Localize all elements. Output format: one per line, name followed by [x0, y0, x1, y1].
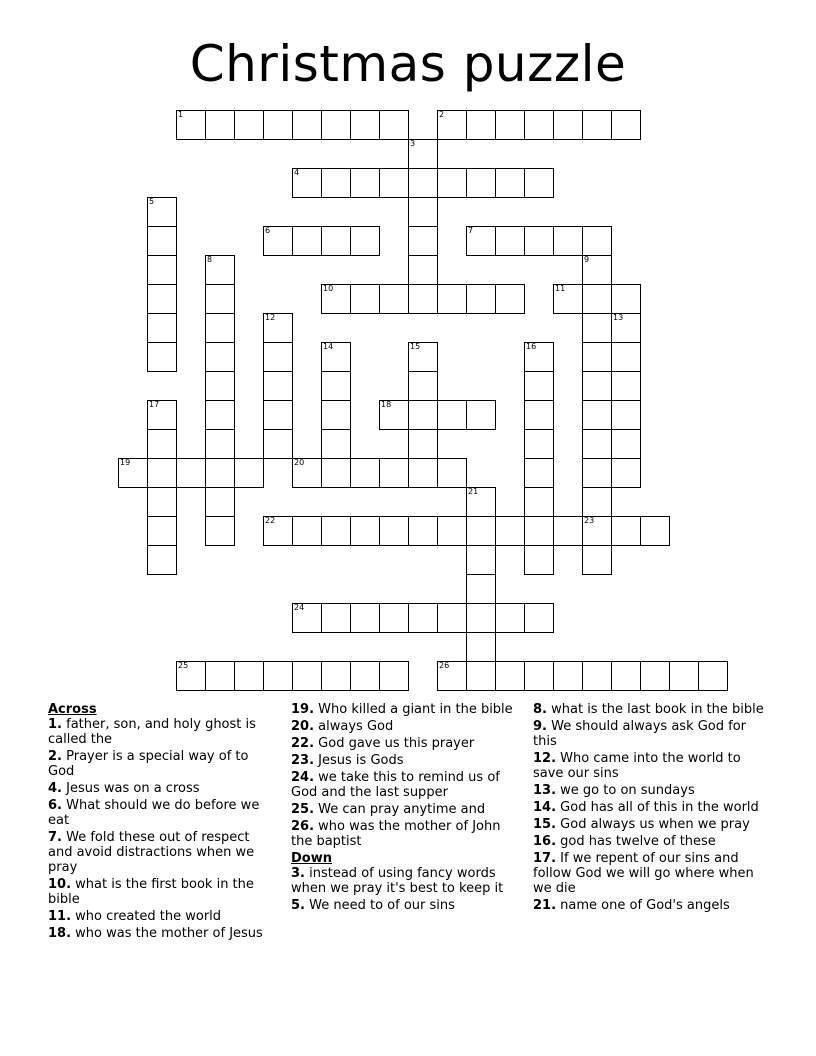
grid-cell[interactable] — [611, 429, 641, 459]
grid-cell[interactable] — [379, 110, 409, 140]
clue-item-number: 16. — [533, 834, 557, 849]
clue-item-number: 14. — [533, 800, 557, 815]
clue-number: 11 — [555, 284, 566, 293]
grid-cell[interactable] — [495, 110, 525, 140]
clue-item — [291, 819, 519, 849]
clue-item-number: 7. — [48, 830, 62, 845]
grid-cell[interactable] — [524, 226, 554, 256]
grid-cell[interactable] — [263, 371, 293, 401]
grid-cell[interactable] — [205, 110, 235, 140]
grid-cell[interactable] — [321, 168, 351, 198]
grid-cell[interactable] — [321, 458, 351, 488]
grid-cell[interactable] — [147, 545, 177, 575]
clue-item — [533, 817, 773, 832]
grid-cell[interactable] — [321, 110, 351, 140]
grid-cell[interactable] — [205, 429, 235, 459]
clue-item-number: 10. — [48, 877, 72, 892]
grid-cell[interactable] — [640, 661, 670, 691]
grid-cell[interactable] — [611, 371, 641, 401]
grid-cell[interactable] — [495, 226, 525, 256]
grid-cell[interactable] — [234, 458, 264, 488]
grid-cell[interactable] — [524, 429, 554, 459]
grid-cell[interactable] — [524, 603, 554, 633]
clue-number: 20 — [294, 458, 305, 467]
clue-item-number: 15. — [533, 817, 557, 832]
clue-item — [533, 719, 773, 749]
grid-cell[interactable] — [524, 545, 554, 575]
grid-cell[interactable] — [582, 313, 612, 343]
clue-number: 17 — [149, 400, 160, 409]
clue-item-text: Prayer is a special way of to God — [48, 749, 249, 779]
grid-cell[interactable] — [205, 458, 235, 488]
grid-cell[interactable] — [582, 661, 612, 691]
grid-cell[interactable] — [582, 429, 612, 459]
clue-item-number: 5. — [291, 898, 305, 913]
clue-item — [48, 926, 270, 941]
grid-cell[interactable] — [147, 400, 177, 430]
down-header: Down — [291, 851, 332, 866]
grid-cell[interactable] — [611, 458, 641, 488]
grid-cell[interactable] — [321, 661, 351, 691]
grid-cell[interactable] — [524, 458, 554, 488]
grid-cell[interactable] — [205, 516, 235, 546]
grid-cell[interactable] — [466, 603, 496, 633]
grid-cell[interactable] — [263, 226, 293, 256]
clue-number: 10 — [323, 284, 334, 293]
grid-cell[interactable] — [582, 284, 612, 314]
grid-cell[interactable] — [234, 661, 264, 691]
grid-cell[interactable] — [408, 429, 438, 459]
clues-column-3 — [533, 702, 773, 915]
grid-cell[interactable] — [466, 545, 496, 575]
grid-cell[interactable] — [147, 197, 177, 227]
clue-item — [291, 753, 519, 768]
grid-cell[interactable] — [495, 661, 525, 691]
clue-number: 2 — [439, 110, 445, 119]
clue-number: 12 — [265, 313, 276, 322]
grid-cell[interactable] — [147, 516, 177, 546]
clue-item-text: Jesus is Gods — [318, 753, 404, 768]
clue-item — [291, 702, 519, 717]
grid-cell[interactable] — [582, 400, 612, 430]
clue-number: 23 — [584, 516, 595, 525]
grid-cell[interactable] — [321, 603, 351, 633]
grid-cell[interactable] — [466, 110, 496, 140]
grid-cell[interactable] — [118, 458, 148, 488]
clue-number: 7 — [468, 226, 474, 235]
clue-item — [533, 851, 773, 896]
across-header: Across — [48, 702, 97, 717]
grid-cell[interactable] — [321, 342, 351, 372]
grid-cell[interactable] — [292, 516, 322, 546]
clue-item-number: 25. — [291, 802, 315, 817]
clue-item-text: father, son, and holy ghost is called the — [48, 717, 256, 747]
clue-number: 8 — [207, 255, 213, 264]
grid-cell[interactable] — [466, 400, 496, 430]
clue-item — [48, 781, 270, 796]
grid-cell[interactable] — [437, 284, 467, 314]
grid-cell[interactable] — [147, 284, 177, 314]
grid-cell[interactable] — [466, 226, 496, 256]
grid-cell[interactable] — [321, 400, 351, 430]
grid-cell[interactable] — [205, 400, 235, 430]
grid-cell[interactable] — [553, 661, 583, 691]
grid-cell[interactable] — [437, 110, 467, 140]
clue-item-text: god has twelve of these — [560, 834, 716, 849]
grid-cell[interactable] — [176, 110, 206, 140]
clue-item — [48, 909, 270, 924]
grid-cell[interactable] — [495, 168, 525, 198]
clue-item-text: name one of God's angels — [560, 898, 730, 913]
clue-number: 19 — [120, 458, 131, 467]
clue-number: 26 — [439, 661, 450, 670]
grid-cell[interactable] — [176, 458, 206, 488]
clue-item-text: We need to of our sins — [309, 898, 455, 913]
clue-item-text: We can pray anytime and — [318, 802, 486, 817]
clue-item-number: 22. — [291, 736, 315, 751]
grid-cell[interactable] — [582, 371, 612, 401]
grid-cell[interactable] — [466, 574, 496, 604]
clue-item-text: who was the mother of John the baptist — [291, 819, 501, 849]
grid-cell[interactable] — [408, 284, 438, 314]
grid-cell[interactable] — [234, 110, 264, 140]
grid-cell[interactable] — [205, 371, 235, 401]
clue-item-number: 21. — [533, 898, 557, 913]
grid-cell[interactable] — [205, 342, 235, 372]
grid-cell[interactable] — [147, 226, 177, 256]
clue-item-text: God gave us this prayer — [318, 736, 475, 751]
puzzle-title: Christmas puzzle — [189, 35, 627, 93]
grid-cell[interactable] — [292, 458, 322, 488]
grid-cell[interactable] — [553, 516, 583, 546]
grid-cell[interactable] — [437, 661, 467, 691]
grid-cell[interactable] — [263, 313, 293, 343]
grid-cell[interactable] — [611, 313, 641, 343]
clue-item-number: 12. — [533, 751, 557, 766]
clue-item-number: 2. — [48, 749, 62, 764]
clue-item — [291, 719, 519, 734]
grid-cell[interactable] — [350, 110, 380, 140]
grid-cell[interactable] — [524, 487, 554, 517]
clue-item — [533, 898, 773, 913]
grid-cell[interactable] — [350, 284, 380, 314]
grid-cell[interactable] — [321, 516, 351, 546]
grid-cell[interactable] — [379, 458, 409, 488]
grid-cell[interactable] — [582, 226, 612, 256]
clue-item-number: 24. — [291, 770, 315, 785]
grid-cell[interactable] — [408, 400, 438, 430]
grid-cell[interactable] — [640, 516, 670, 546]
grid-cell[interactable] — [205, 487, 235, 517]
clue-number: 25 — [178, 661, 189, 670]
grid-cell[interactable] — [321, 429, 351, 459]
grid-cell[interactable] — [263, 400, 293, 430]
clue-item-number: 6. — [48, 798, 62, 813]
grid-cell[interactable] — [437, 603, 467, 633]
grid-cell[interactable] — [321, 284, 351, 314]
clue-item-text: Jesus was on a cross — [66, 781, 200, 796]
grid-cell[interactable] — [553, 226, 583, 256]
grid-cell[interactable] — [350, 458, 380, 488]
clue-item-text: God has all of this in the world — [560, 800, 759, 815]
grid-cell[interactable] — [437, 516, 467, 546]
grid-cell[interactable] — [147, 487, 177, 517]
clue-item — [48, 877, 270, 907]
clue-item — [48, 830, 270, 875]
grid-cell[interactable] — [408, 458, 438, 488]
clue-item — [291, 736, 519, 751]
clue-item-text: We fold these out of respect and avoid distractions when we pray — [48, 830, 255, 875]
clue-number: 22 — [265, 516, 276, 525]
grid-cell[interactable] — [147, 342, 177, 372]
grid-cell[interactable] — [292, 226, 322, 256]
clue-item-text: we go to on sundays — [560, 783, 695, 798]
clue-item-text: who created the world — [75, 909, 222, 924]
grid-cell[interactable] — [408, 197, 438, 227]
clue-item-number: 3. — [291, 866, 305, 881]
clue-item-number: 18. — [48, 926, 72, 941]
clue-item — [533, 834, 773, 849]
grid-cell[interactable] — [205, 255, 235, 285]
grid-cell[interactable] — [466, 487, 496, 517]
grid-cell[interactable] — [350, 661, 380, 691]
grid-cell[interactable] — [582, 516, 612, 546]
clue-item — [48, 798, 270, 828]
clue-item-number: 19. — [291, 702, 315, 717]
clue-number: 24 — [294, 603, 305, 612]
grid-cell[interactable] — [408, 226, 438, 256]
grid-cell[interactable] — [524, 516, 554, 546]
grid-cell[interactable] — [263, 661, 293, 691]
clue-item-number: 23. — [291, 753, 315, 768]
clue-item-text: If we repent of our sins and follow God we will go where when we die — [533, 851, 754, 896]
clue-number: 9 — [584, 255, 590, 264]
grid-cell[interactable] — [379, 661, 409, 691]
grid-cell[interactable] — [466, 516, 496, 546]
grid-cell[interactable] — [524, 342, 554, 372]
grid-cell[interactable] — [379, 168, 409, 198]
grid-cell[interactable] — [408, 255, 438, 285]
grid-cell[interactable] — [205, 661, 235, 691]
clue-item-text: We should always ask God for this — [533, 719, 747, 749]
grid-cell[interactable] — [611, 342, 641, 372]
clue-item-text: what is the first book in the bible — [48, 877, 254, 907]
clue-number: 16 — [526, 342, 537, 351]
grid-cell[interactable] — [524, 371, 554, 401]
clue-item — [291, 898, 519, 913]
grid-cell[interactable] — [321, 371, 351, 401]
grid-cell[interactable] — [263, 429, 293, 459]
grid-cell[interactable] — [524, 661, 554, 691]
grid-cell[interactable] — [147, 458, 177, 488]
grid-cell[interactable] — [408, 342, 438, 372]
grid-cell[interactable] — [379, 603, 409, 633]
clue-number: 1 — [178, 110, 184, 119]
grid-cell[interactable] — [582, 545, 612, 575]
clue-item — [48, 717, 270, 747]
grid-cell[interactable] — [466, 632, 496, 662]
grid-cell[interactable] — [437, 168, 467, 198]
grid-cell[interactable] — [495, 516, 525, 546]
grid-cell[interactable] — [466, 284, 496, 314]
grid-cell[interactable] — [582, 458, 612, 488]
grid-cell[interactable] — [437, 400, 467, 430]
grid-cell[interactable] — [408, 371, 438, 401]
grid-cell[interactable] — [611, 400, 641, 430]
clue-item-number: 4. — [48, 781, 62, 796]
grid-cell[interactable] — [553, 110, 583, 140]
grid-cell[interactable] — [263, 342, 293, 372]
clue-item-number: 26. — [291, 819, 315, 834]
clue-item-text: always God — [318, 719, 394, 734]
grid-cell[interactable] — [350, 168, 380, 198]
clue-item-text: instead of using fancy words when we pray it's best to keep it — [291, 866, 504, 896]
grid-cell[interactable] — [495, 284, 525, 314]
clue-item-number: 9. — [533, 719, 547, 734]
clue-item-text: we take this to remind us of God and the last supper — [291, 770, 500, 800]
grid-cell[interactable] — [263, 516, 293, 546]
grid-cell[interactable] — [350, 226, 380, 256]
grid-cell[interactable] — [292, 661, 322, 691]
grid-cell[interactable] — [582, 342, 612, 372]
clue-number: 13 — [613, 313, 624, 322]
grid-cell[interactable] — [263, 110, 293, 140]
grid-cell[interactable] — [524, 400, 554, 430]
grid-cell[interactable] — [379, 284, 409, 314]
grid-cell[interactable] — [205, 313, 235, 343]
clue-item-text: Who came into the world to save our sins — [533, 751, 741, 781]
clues-column-2 — [291, 702, 519, 915]
grid-cell[interactable] — [292, 110, 322, 140]
clue-item-text: God always us when we pray — [560, 817, 750, 832]
clue-number: 3 — [410, 139, 416, 148]
grid-cell[interactable] — [582, 255, 612, 285]
grid-cell[interactable] — [205, 284, 235, 314]
clue-item-number: 17. — [533, 851, 557, 866]
grid-cell[interactable] — [611, 110, 641, 140]
grid-cell[interactable] — [379, 516, 409, 546]
grid-cell[interactable] — [611, 661, 641, 691]
grid-cell[interactable] — [582, 110, 612, 140]
clue-item-number: 11. — [48, 909, 72, 924]
clue-number: 18 — [381, 400, 392, 409]
clue-item-number: 1. — [48, 717, 62, 732]
grid-cell[interactable] — [524, 168, 554, 198]
grid-cell[interactable] — [466, 168, 496, 198]
clue-item — [48, 749, 270, 779]
grid-cell[interactable] — [669, 661, 699, 691]
grid-cell[interactable] — [408, 603, 438, 633]
clue-number: 21 — [468, 487, 479, 496]
clue-item-text: What should we do before we eat — [48, 798, 260, 828]
grid-cell[interactable] — [321, 226, 351, 256]
clue-number: 4 — [294, 168, 300, 177]
clue-item — [533, 800, 773, 815]
clues-column-1 — [48, 702, 270, 943]
clue-item — [533, 751, 773, 781]
clue-item-number: 13. — [533, 783, 557, 798]
grid-cell[interactable] — [524, 110, 554, 140]
grid-cell[interactable] — [408, 168, 438, 198]
grid-cell[interactable] — [147, 429, 177, 459]
grid-cell[interactable] — [553, 284, 583, 314]
clue-item — [291, 802, 519, 817]
grid-cell[interactable] — [147, 255, 177, 285]
clue-item — [533, 783, 773, 798]
clue-number: 14 — [323, 342, 334, 351]
grid-cell[interactable] — [408, 139, 438, 169]
clue-item-number: 8. — [533, 702, 547, 717]
grid-cell[interactable] — [147, 313, 177, 343]
clue-item — [291, 770, 519, 800]
grid-cell[interactable] — [437, 458, 467, 488]
clue-item-text: Who killed a giant in the bible — [318, 702, 513, 717]
grid-cell[interactable] — [495, 603, 525, 633]
grid-cell[interactable] — [582, 487, 612, 517]
clue-item-number: 20. — [291, 719, 315, 734]
clue-item-text: what is the last book in the bible — [551, 702, 764, 717]
grid-cell[interactable] — [466, 661, 496, 691]
grid-cell[interactable] — [350, 516, 380, 546]
clue-item — [533, 702, 773, 717]
grid-cell[interactable] — [611, 516, 641, 546]
grid-cell[interactable] — [292, 603, 322, 633]
grid-cell[interactable] — [611, 284, 641, 314]
clue-number: 6 — [265, 226, 271, 235]
clue-number: 15 — [410, 342, 421, 351]
clue-number: 5 — [149, 197, 155, 206]
grid-cell[interactable] — [350, 603, 380, 633]
clue-item-text: who was the mother of Jesus — [75, 926, 263, 941]
grid-cell[interactable] — [176, 661, 206, 691]
grid-cell[interactable] — [292, 168, 322, 198]
grid-cell[interactable] — [379, 400, 409, 430]
grid-cell[interactable] — [698, 661, 728, 691]
clue-item — [291, 866, 519, 896]
grid-cell[interactable] — [408, 516, 438, 546]
